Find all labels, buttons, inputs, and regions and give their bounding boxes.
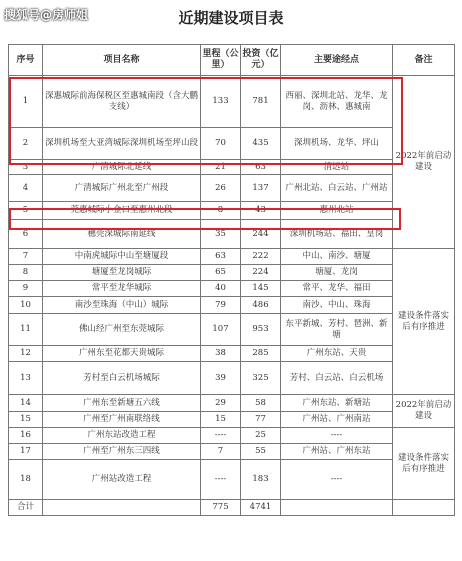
- cell-index: 6: [9, 220, 43, 249]
- cell-mileage: ----: [201, 428, 241, 444]
- cell-total-label: 合计: [9, 500, 43, 516]
- cell-invest: 244: [241, 220, 281, 249]
- cell-name: 深惠城际前海保税区至惠城南段（含大鹏支线）: [43, 76, 201, 128]
- table-row: [9, 76, 455, 128]
- cell-name: 莞惠城际小金口至惠州北段: [43, 202, 201, 220]
- cell-name: 深圳机场至大亚湾城际深圳机场至坪山段: [43, 128, 201, 160]
- cell-stations: 广州站、广州东站: [281, 444, 393, 460]
- cell-name: 中南虎城际中山至塘厦段: [43, 249, 201, 265]
- cell-index: 11: [9, 314, 43, 346]
- table-row: [9, 428, 455, 444]
- cell-invest: 953: [241, 314, 281, 346]
- cell-invest: 486: [241, 297, 281, 314]
- cell-mileage: ----: [201, 460, 241, 500]
- table-row: [9, 128, 455, 160]
- cell-stations: 深圳机场站、福田、皇岗: [281, 220, 393, 249]
- cell-note-group3: 2022年前启动建设: [393, 395, 455, 428]
- cell-invest: 63: [241, 160, 281, 175]
- cell-stations: ----: [281, 460, 393, 500]
- cell-stations: 西丽、深圳北站、龙华、龙岗、沥林、惠城南: [281, 76, 393, 128]
- table-total-row: [9, 500, 455, 516]
- cell-stations: ----: [281, 428, 393, 444]
- cell-total-empty: [43, 500, 201, 516]
- cell-note-group4: 建设条件落实后有序推进: [393, 428, 455, 500]
- cell-total-mileage: 775: [201, 500, 241, 516]
- table-header-row: [9, 45, 455, 76]
- cell-index: 15: [9, 412, 43, 428]
- cell-stations: 惠州北站: [281, 202, 393, 220]
- table-row: [9, 412, 455, 428]
- cell-name: 广州东至花都天贵城际: [43, 346, 201, 362]
- cell-mileage: 35: [201, 220, 241, 249]
- cell-index: 2: [9, 128, 43, 160]
- cell-mileage: 29: [201, 395, 241, 412]
- cell-name: 广州东站改造工程: [43, 428, 201, 444]
- cell-stations: 芳村、白云站、白云机场: [281, 362, 393, 395]
- cell-invest: 137: [241, 175, 281, 202]
- cell-invest: 43: [241, 202, 281, 220]
- cell-invest: 77: [241, 412, 281, 428]
- table-row: [9, 297, 455, 314]
- table-row: [9, 220, 455, 249]
- cell-invest: 285: [241, 346, 281, 362]
- header-name: 项目名称: [43, 45, 201, 76]
- table-row: [9, 249, 455, 265]
- table-row: [9, 314, 455, 346]
- watermark: 搜狐号@房师姐: [4, 8, 89, 22]
- cell-note-group1: 2022年前启动建设: [393, 76, 455, 249]
- cell-index: 13: [9, 362, 43, 395]
- cell-name: 广清城际广州北至广州段: [43, 175, 201, 202]
- cell-mileage: 38: [201, 346, 241, 362]
- table-row: [9, 346, 455, 362]
- cell-name: 穗莞深城际南延线: [43, 220, 201, 249]
- cell-total-stations: [281, 500, 393, 516]
- cell-index: 16: [9, 428, 43, 444]
- table-row: [9, 460, 455, 500]
- cell-stations: 广州东站、新塘站: [281, 395, 393, 412]
- cell-index: 14: [9, 395, 43, 412]
- cell-invest: 58: [241, 395, 281, 412]
- cell-name: 南沙至珠海（中山）城际: [43, 297, 201, 314]
- cell-mileage: 15: [201, 412, 241, 428]
- cell-stations: 广州站、广州南站: [281, 412, 393, 428]
- cell-total-note: [393, 500, 455, 516]
- header-index: 序号: [9, 45, 43, 76]
- cell-name: 佛山经广州至东莞城际: [43, 314, 201, 346]
- cell-mileage: 21: [201, 160, 241, 175]
- cell-invest: 145: [241, 281, 281, 297]
- table-row: [9, 265, 455, 281]
- table-row: [9, 160, 455, 175]
- cell-name: 芳村至白云机场城际: [43, 362, 201, 395]
- cell-invest: 25: [241, 428, 281, 444]
- cell-mileage: 107: [201, 314, 241, 346]
- cell-invest: 224: [241, 265, 281, 281]
- table-row: [9, 175, 455, 202]
- cell-name: 广州至广州东三四线: [43, 444, 201, 460]
- cell-invest: 222: [241, 249, 281, 265]
- header-stations: 主要途经点: [281, 45, 393, 76]
- table-row: [9, 395, 455, 412]
- project-table: [8, 44, 455, 516]
- cell-invest: 55: [241, 444, 281, 460]
- cell-mileage: 7: [201, 444, 241, 460]
- cell-stations: 塘厦、龙岗: [281, 265, 393, 281]
- cell-stations: 清远站: [281, 160, 393, 175]
- cell-index: 9: [9, 281, 43, 297]
- header-invest: 投资（亿元）: [241, 45, 281, 76]
- cell-invest: 325: [241, 362, 281, 395]
- cell-index: 3: [9, 160, 43, 175]
- cell-invest: 183: [241, 460, 281, 500]
- cell-index: 18: [9, 460, 43, 500]
- cell-index: 8: [9, 265, 43, 281]
- cell-stations: 南沙、中山、珠海: [281, 297, 393, 314]
- cell-total-invest: 4741: [241, 500, 281, 516]
- cell-index: 12: [9, 346, 43, 362]
- cell-mileage: 133: [201, 76, 241, 128]
- cell-stations: 广州东站、天贵: [281, 346, 393, 362]
- cell-note-group2: 建设条件落实后有序推进: [393, 249, 455, 395]
- table-row: [9, 362, 455, 395]
- cell-stations: 中山、南沙、塘厦: [281, 249, 393, 265]
- cell-invest: 435: [241, 128, 281, 160]
- cell-mileage: 26: [201, 175, 241, 202]
- cell-index: 17: [9, 444, 43, 460]
- cell-index: 7: [9, 249, 43, 265]
- cell-stations: 常平、龙华、福田: [281, 281, 393, 297]
- cell-name: 广州东至新塘五六线: [43, 395, 201, 412]
- cell-mileage: 63: [201, 249, 241, 265]
- cell-name: 广州至广州南联络线: [43, 412, 201, 428]
- cell-mileage: 40: [201, 281, 241, 297]
- table-row: [9, 202, 455, 220]
- cell-invest: 781: [241, 76, 281, 128]
- cell-name: 广清城际北延线: [43, 160, 201, 175]
- page-title: 近期建设项目表: [178, 9, 284, 27]
- table-row: [9, 281, 455, 297]
- cell-mileage: 65: [201, 265, 241, 281]
- cell-mileage: 70: [201, 128, 241, 160]
- cell-index: 4: [9, 175, 43, 202]
- cell-mileage: 39: [201, 362, 241, 395]
- cell-name: 广州站改造工程: [43, 460, 201, 500]
- cell-index: 1: [9, 76, 43, 128]
- cell-index: 5: [9, 202, 43, 220]
- cell-name: 常平至龙华城际: [43, 281, 201, 297]
- table-row: [9, 444, 455, 460]
- cell-stations: 广州北站、白云站、广州站: [281, 175, 393, 202]
- header-note: 备注: [393, 45, 455, 76]
- cell-name: 塘厦至龙岗城际: [43, 265, 201, 281]
- cell-index: 10: [9, 297, 43, 314]
- cell-mileage: 79: [201, 297, 241, 314]
- cell-stations: 深圳机场、龙华、坪山: [281, 128, 393, 160]
- cell-stations: 东平新城、芳村、琶洲、新塘: [281, 314, 393, 346]
- cell-mileage: 8: [201, 202, 241, 220]
- header-mileage: 里程（公里）: [201, 45, 241, 76]
